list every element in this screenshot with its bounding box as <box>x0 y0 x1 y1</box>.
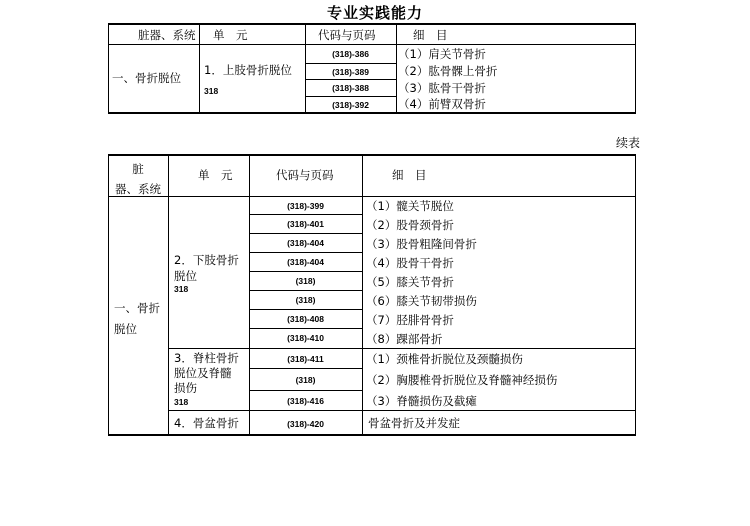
table1-item-cell: （2）肱骨髁上骨折 <box>398 64 498 78</box>
table1-system-cell: 一、骨折脱位 <box>112 71 181 85</box>
table1-bottom-border <box>108 112 636 114</box>
table2-row-divider <box>249 368 362 369</box>
table2-code-cell: (318)-411 <box>287 354 324 364</box>
table2-row-divider <box>249 390 362 391</box>
table2-code-cell: (318)-408 <box>287 314 324 324</box>
table1-row-divider <box>305 63 396 64</box>
table1-top-border <box>108 23 636 25</box>
table2-code-cell: (318)-399 <box>287 201 324 211</box>
table2-unit-page: 318 <box>174 397 189 407</box>
continued-label: 续表 <box>615 136 640 150</box>
table1-header-items: 细 目 <box>413 28 448 42</box>
table2-item-cell: （5）膝关节骨折 <box>366 275 454 289</box>
table2-unit-cell: 2．下肢骨折 脱位 <box>174 253 239 283</box>
table2-unit-cell: 4．骨盆骨折 <box>174 416 239 430</box>
table2-item-cell: （8）踝部骨折 <box>366 332 443 346</box>
table1-header-divider <box>108 44 636 45</box>
table2-bottom-border <box>108 434 636 436</box>
page-title: 专业实践能力 <box>326 4 423 22</box>
table1-col-divider <box>396 23 397 113</box>
table1-col-divider <box>199 23 200 113</box>
table1-item-cell: （3）肱骨干骨折 <box>398 81 486 95</box>
table2-code-cell: (318)-416 <box>287 396 324 406</box>
table2-col-divider <box>168 154 169 435</box>
table2-unit-divider <box>168 410 636 411</box>
table2-item-cell: （2）股骨颈骨折 <box>366 218 454 232</box>
table2-row-divider <box>249 290 362 291</box>
table2-code-cell: (318)-404 <box>287 257 324 267</box>
table1-header-unit: 单 元 <box>213 28 248 42</box>
table2-code-cell: (318)-420 <box>287 419 324 429</box>
table1-row-divider <box>305 79 396 80</box>
table2-item-cell: （3）股骨粗隆间骨折 <box>366 237 477 251</box>
table2-item-cell: （3）脊髓损伤及截瘫 <box>366 394 477 408</box>
table2-row-divider <box>249 233 362 234</box>
table1-unit-page: 318 <box>204 86 219 96</box>
table2-code-cell: (318) <box>295 276 316 286</box>
table2-unit-divider <box>168 348 636 349</box>
table1-code-cell: (318)-388 <box>332 83 369 93</box>
table2-unit-page: 318 <box>174 284 189 294</box>
table2-header-system: 脏 器、系统 <box>115 162 161 196</box>
table1-item-cell: （4）前臂双骨折 <box>398 97 486 111</box>
table1-left-border <box>108 23 109 113</box>
table2-code-cell: (318)-404 <box>287 238 324 248</box>
table2-code-cell: (318) <box>295 375 316 385</box>
table1-item-cell: （1）肩关节骨折 <box>398 47 486 61</box>
table2-header-unit: 单 元 <box>198 168 233 182</box>
table2-header-code: 代码与页码 <box>276 168 334 182</box>
table2-item-cell: （1）髋关节脱位 <box>366 199 454 213</box>
table1-code-cell: (318)-386 <box>332 49 369 59</box>
table2-col-divider <box>362 154 363 435</box>
table2-item-cell: （1）颈椎骨折脱位及颈髓损伤 <box>366 352 523 366</box>
table2-row-divider <box>249 328 362 329</box>
table2-header-divider <box>108 196 636 197</box>
table2-unit-cell: 3．脊柱骨折 脱位及脊髓 损伤 <box>174 351 239 395</box>
table2-row-divider <box>249 309 362 310</box>
table2-row-divider <box>249 214 362 215</box>
table2-row-divider <box>249 271 362 272</box>
table1-right-border <box>635 23 636 113</box>
table2-right-border <box>635 154 636 435</box>
table2-code-cell: (318)-410 <box>287 333 324 343</box>
table1-code-cell: (318)-392 <box>332 100 369 110</box>
table2-code-cell: (318)-401 <box>287 219 324 229</box>
table2-item-cell: （6）膝关节韧带损伤 <box>366 294 477 308</box>
table2-item-cell: （7）胫腓骨骨折 <box>366 313 454 327</box>
table2-top-border <box>108 154 636 156</box>
table1-header-code: 代码与页码 <box>318 28 376 42</box>
table2-code-cell: (318) <box>295 295 316 305</box>
table1-row-divider <box>305 96 396 97</box>
table1-unit-cell: 1．上肢骨折脱位 <box>204 63 292 77</box>
table2-item-cell: 骨盆骨折及并发症 <box>368 416 460 430</box>
table2-system-cell: 一、骨折 脱位 <box>114 301 160 336</box>
table2-header-items: 细 目 <box>392 168 427 182</box>
table2-item-cell: （4）股骨干骨折 <box>366 256 454 270</box>
table2-item-cell: （2）胸腰椎骨折脱位及脊髓神经损伤 <box>366 373 558 387</box>
table2-row-divider <box>249 252 362 253</box>
table1-header-system: 脏器、系统 <box>138 28 196 42</box>
table1-code-cell: (318)-389 <box>332 67 369 77</box>
